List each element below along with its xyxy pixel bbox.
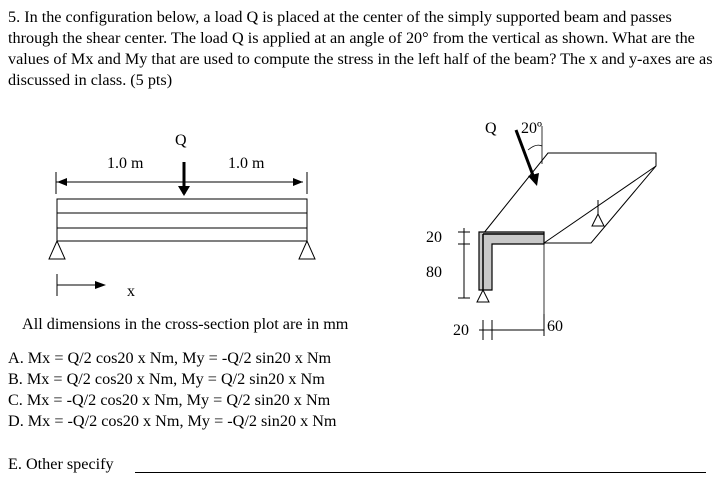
dim-web-label: 80 (426, 264, 442, 281)
section-load-label: Q (485, 120, 497, 137)
angle-arc (528, 145, 542, 150)
section-left-support (477, 290, 489, 302)
option-c[interactable]: C. Mx = -Q/2 cos20 x Nm, My = Q/2 sin20 x Nm (8, 391, 331, 409)
option-b[interactable]: B. Mx = Q/2 cos20 x Nm, My = Q/2 sin20 x Nm (8, 370, 325, 388)
angle-section-face (479, 232, 544, 290)
flange-top-surface (483, 153, 656, 243)
span-left-label: 1.0 m (107, 155, 144, 172)
dimension-note: All dimensions in the cross-section plot are in mm (22, 315, 349, 333)
other-specify-input-line[interactable] (135, 472, 706, 473)
option-e-label: E. Other specify (8, 455, 114, 473)
dim-bottom-flange-label: 20 (453, 322, 469, 339)
option-a[interactable]: A. Mx = Q/2 cos20 x Nm, My = -Q/2 sin20 x Nm (8, 349, 332, 367)
question-body: 5. In the configuration below, a load Q is placed at the center of the simply supported beam and passes through the shear center. The load Q is applied at an angle of 20° from the vertical as shown. What are the values of Mx and My that are used to compute the stress in the left half of the beam? The x and y-axes are as discussed in class. (5 pts) (8, 8, 713, 89)
beam-load-label: Q (175, 132, 187, 149)
x-axis-label: x (127, 283, 135, 300)
option-e-other (8, 454, 114, 474)
section-angle-label: 20º (521, 120, 542, 137)
dim-width-label: 60 (547, 318, 563, 335)
option-d[interactable]: D. Mx = -Q/2 cos20 x Nm, My = -Q/2 sin20 x Nm (8, 412, 337, 430)
dim-top-flange-label: 20 (426, 229, 442, 246)
span-right-label: 1.0 m (228, 155, 265, 172)
